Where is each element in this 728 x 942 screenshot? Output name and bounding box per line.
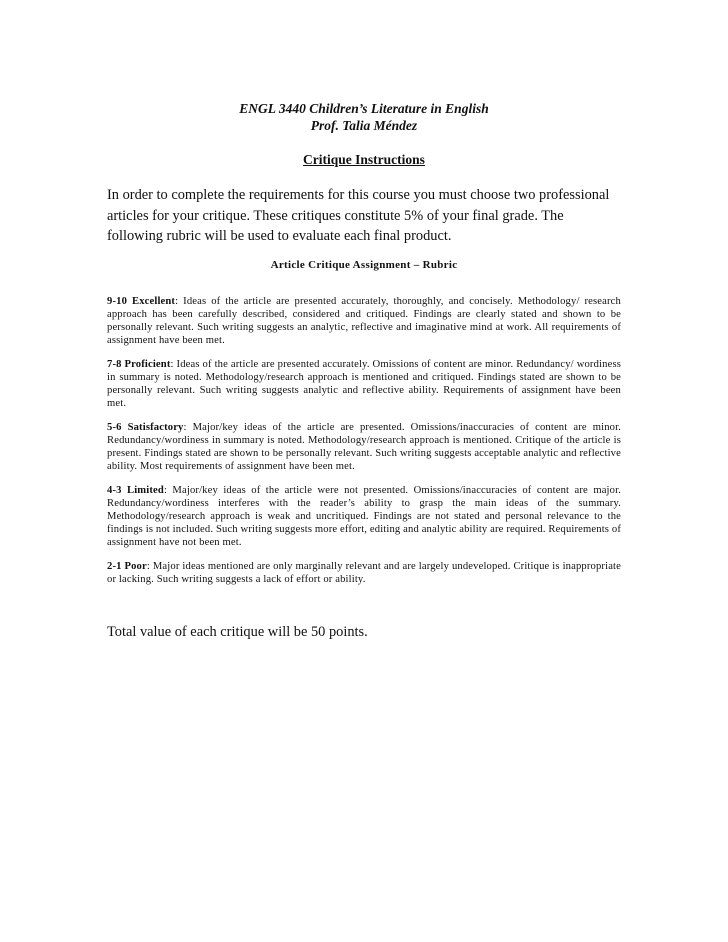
rubric-level-satisfactory (107, 421, 621, 473)
rubric-level-poor (107, 560, 621, 586)
rubric-level-label: 4-3 Limited (107, 484, 164, 496)
rubric-level-text: : Major/key ideas of the article are presented. Omissions/inaccuracies of content are minor. Redundancy/wordiness in summary is noted. Methodology/research approach is mentioned. Critique of the article is present. Findings stated are shown to be personally relevant. Such writing suggests acceptable analytic and reflective ability. Most requirements of assignment have been met. (107, 421, 621, 472)
rubric-level-limited (107, 484, 621, 549)
rubric-title: Article Critique Assignment – Rubric (270, 258, 458, 271)
professor-name: Prof. Talia Méndez (310, 118, 418, 133)
rubric-level-label: 7-8 Proficient (107, 358, 171, 370)
rubric-level-excellent (107, 295, 621, 347)
intro-paragraph: In order to complete the requirements for this course you must choose two professional articles for your critique. These critiques constitute 5% of your final grade. The following rubric will be used to evaluate each final product. (107, 187, 610, 244)
rubric-level-text: : Major/key ideas of the article were not presented. Omissions/inaccuracies of content are major. Redundancy/wordiness interferes with the reader’s ability to grasp the main ideas of the summary. Methodology/research approach is weak and uncritiqued. Findings are not stated and personal relevance to the findings is not included. Such writing suggests more effort, editing and analytic ability are required. Requirements of assignment have not been met. (107, 484, 621, 548)
rubric-level-text: : Major ideas mentioned are only marginally relevant and are largely undeveloped. Critique is inappropriate or lacking. Such writing suggests a lack of effort or ability. (107, 560, 621, 585)
document-page (107, 100, 621, 641)
total-value-note: Total value of each critique will be 50 points. (107, 623, 368, 640)
rubric-level-text: : Ideas of the article are presented accurately. Omissions of content are minor. Redundancy/ wordiness in summary is noted. Methodology/research approach is mentioned and critiqued. Findings stated are shown to be personally relevant. Such writing suggests analytic and reflective ability. Requirements of assignment have been met. (107, 358, 621, 409)
rubric-level-label: 2-1 Poor (107, 560, 147, 572)
document-heading: Critique Instructions (303, 152, 425, 167)
rubric-level-label: 5-6 Satisfactory (107, 421, 184, 433)
rubric-level-proficient (107, 358, 621, 410)
course-title: ENGL 3440 Children’s Literature in English (239, 101, 489, 116)
rubric-level-text: : Ideas of the article are presented accurately, thoroughly, and concisely. Methodology/ research approach has been carefully described, considered and critiqued. Findings are clearly stated and shown to be personally relevant. Such writing suggests an analytic, reflective and imaginative mind at work. All requirements of assignment have been met. (107, 295, 621, 346)
rubric-level-label: 9-10 Excellent (107, 295, 176, 307)
